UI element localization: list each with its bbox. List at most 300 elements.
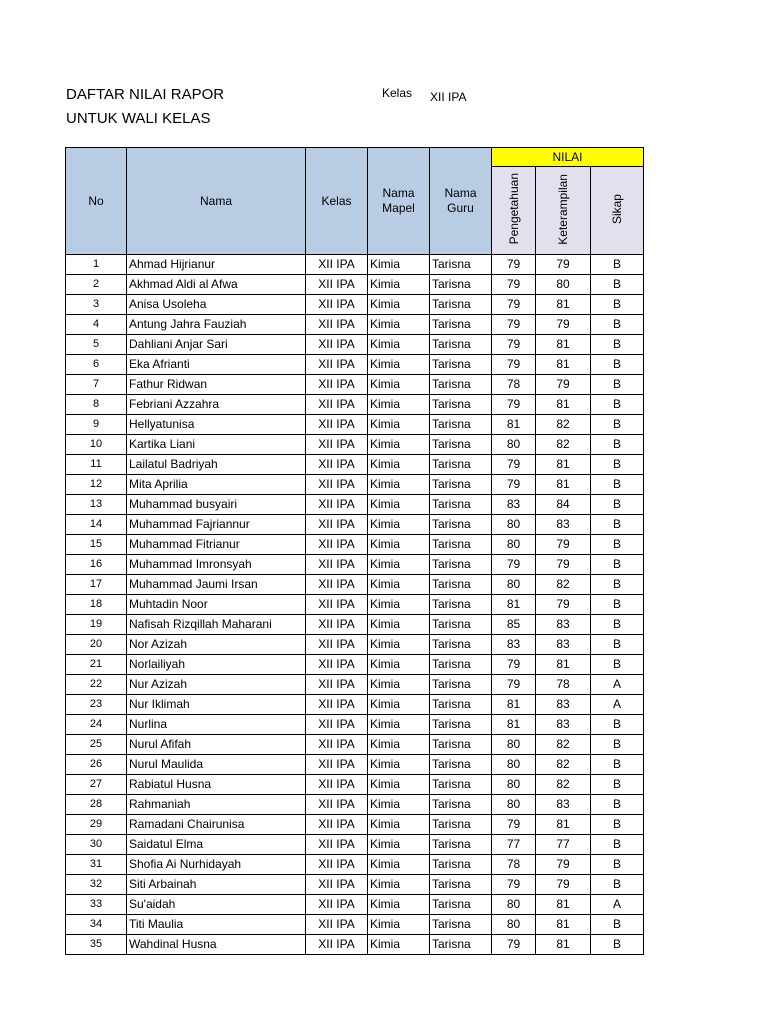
row-guru: Tarisna <box>430 455 492 475</box>
score-pengetahuan: 79 <box>492 335 536 355</box>
row-kelas: XII IPA <box>306 615 368 635</box>
student-name: Muhammad Imronsyah <box>127 555 306 575</box>
row-mapel: Kimia <box>368 355 430 375</box>
row-kelas: XII IPA <box>306 475 368 495</box>
table-row <box>66 635 644 655</box>
table-row <box>66 675 644 695</box>
score-sikap: A <box>591 695 644 715</box>
row-mapel: Kimia <box>368 855 430 875</box>
row-mapel: Kimia <box>368 535 430 555</box>
student-name: Titi Maulia <box>127 915 306 935</box>
student-name: Wahdinal Husna <box>127 935 306 955</box>
row-guru: Tarisna <box>430 775 492 795</box>
row-no: 1 <box>66 255 127 275</box>
row-kelas: XII IPA <box>306 575 368 595</box>
row-guru: Tarisna <box>430 715 492 735</box>
score-keterampilan: 81 <box>536 475 591 495</box>
row-mapel: Kimia <box>368 755 430 775</box>
score-pengetahuan: 79 <box>492 875 536 895</box>
row-mapel: Kimia <box>368 255 430 275</box>
score-keterampilan: 83 <box>536 795 591 815</box>
col-header-guru: Nama Guru <box>430 148 492 255</box>
row-kelas: XII IPA <box>306 735 368 755</box>
score-sikap: B <box>591 275 644 295</box>
row-no: 33 <box>66 895 127 915</box>
row-mapel: Kimia <box>368 675 430 695</box>
score-keterampilan: 83 <box>536 635 591 655</box>
score-keterampilan: 81 <box>536 935 591 955</box>
table-row <box>66 455 644 475</box>
score-keterampilan: 79 <box>536 595 591 615</box>
row-guru: Tarisna <box>430 895 492 915</box>
row-kelas: XII IPA <box>306 375 368 395</box>
row-no: 31 <box>66 855 127 875</box>
student-name: Dahliani Anjar Sari <box>127 335 306 355</box>
score-sikap: B <box>591 575 644 595</box>
row-mapel: Kimia <box>368 895 430 915</box>
row-no: 4 <box>66 315 127 335</box>
page-title: DAFTAR NILAI RAPOR <box>66 86 225 103</box>
table-row <box>66 435 644 455</box>
table-row <box>66 375 644 395</box>
row-kelas: XII IPA <box>306 795 368 815</box>
row-mapel: Kimia <box>368 735 430 755</box>
score-pengetahuan: 79 <box>492 355 536 375</box>
row-no: 28 <box>66 795 127 815</box>
row-kelas: XII IPA <box>306 255 368 275</box>
score-keterampilan: 79 <box>536 255 591 275</box>
student-name: Muhammad Jaumi Irsan <box>127 575 306 595</box>
row-no: 17 <box>66 575 127 595</box>
table-row <box>66 875 644 895</box>
score-sikap: B <box>591 295 644 315</box>
row-mapel: Kimia <box>368 635 430 655</box>
score-pengetahuan: 79 <box>492 315 536 335</box>
row-mapel: Kimia <box>368 715 430 735</box>
table-row <box>66 275 644 295</box>
score-sikap: B <box>591 735 644 755</box>
student-name: Anisa Usoleha <box>127 295 306 315</box>
score-sikap: B <box>591 395 644 415</box>
row-guru: Tarisna <box>430 855 492 875</box>
score-keterampilan: 81 <box>536 395 591 415</box>
row-no: 25 <box>66 735 127 755</box>
row-no: 26 <box>66 755 127 775</box>
score-pengetahuan: 80 <box>492 795 536 815</box>
col-header-pengetahuan <box>492 167 536 255</box>
score-keterampilan: 82 <box>536 755 591 775</box>
score-sikap: B <box>591 415 644 435</box>
score-sikap: B <box>591 835 644 855</box>
row-mapel: Kimia <box>368 375 430 395</box>
row-guru: Tarisna <box>430 255 492 275</box>
sikap-label: Sikap <box>610 193 624 225</box>
row-kelas: XII IPA <box>306 915 368 935</box>
row-kelas: XII IPA <box>306 875 368 895</box>
row-kelas: XII IPA <box>306 275 368 295</box>
score-sikap: B <box>591 615 644 635</box>
score-pengetahuan: 80 <box>492 515 536 535</box>
score-pengetahuan: 79 <box>492 255 536 275</box>
table-row <box>66 755 644 775</box>
row-kelas: XII IPA <box>306 635 368 655</box>
row-mapel: Kimia <box>368 415 430 435</box>
row-mapel: Kimia <box>368 435 430 455</box>
row-no: 7 <box>66 375 127 395</box>
score-keterampilan: 79 <box>536 375 591 395</box>
row-mapel: Kimia <box>368 655 430 675</box>
table-row <box>66 895 644 915</box>
score-pengetahuan: 79 <box>492 675 536 695</box>
table-row <box>66 295 644 315</box>
row-no: 3 <box>66 295 127 315</box>
score-sikap: B <box>591 635 644 655</box>
score-sikap: B <box>591 515 644 535</box>
row-mapel: Kimia <box>368 575 430 595</box>
student-name: Fathur Ridwan <box>127 375 306 395</box>
row-no: 27 <box>66 775 127 795</box>
score-sikap: B <box>591 315 644 335</box>
score-pengetahuan: 79 <box>492 455 536 475</box>
row-kelas: XII IPA <box>306 595 368 615</box>
score-keterampilan: 81 <box>536 335 591 355</box>
score-keterampilan: 82 <box>536 775 591 795</box>
score-sikap: B <box>591 435 644 455</box>
table-row <box>66 795 644 815</box>
score-keterampilan: 82 <box>536 575 591 595</box>
row-mapel: Kimia <box>368 495 430 515</box>
row-no: 24 <box>66 715 127 735</box>
student-name: Nurul Afifah <box>127 735 306 755</box>
score-sikap: A <box>591 675 644 695</box>
row-guru: Tarisna <box>430 835 492 855</box>
score-sikap: B <box>591 935 644 955</box>
score-keterampilan: 81 <box>536 895 591 915</box>
score-sikap: B <box>591 555 644 575</box>
row-mapel: Kimia <box>368 935 430 955</box>
table-row <box>66 915 644 935</box>
score-keterampilan: 83 <box>536 515 591 535</box>
score-keterampilan: 79 <box>536 315 591 335</box>
score-pengetahuan: 79 <box>492 475 536 495</box>
score-keterampilan: 81 <box>536 655 591 675</box>
row-mapel: Kimia <box>368 795 430 815</box>
score-sikap: B <box>591 535 644 555</box>
row-guru: Tarisna <box>430 435 492 455</box>
row-no: 18 <box>66 595 127 615</box>
row-kelas: XII IPA <box>306 415 368 435</box>
student-name: Saidatul Elma <box>127 835 306 855</box>
row-no: 5 <box>66 335 127 355</box>
page-subtitle: UNTUK WALI KELAS <box>66 110 211 127</box>
row-no: 23 <box>66 695 127 715</box>
row-guru: Tarisna <box>430 635 492 655</box>
score-pengetahuan: 79 <box>492 295 536 315</box>
row-guru: Tarisna <box>430 575 492 595</box>
row-kelas: XII IPA <box>306 695 368 715</box>
student-name: Nurul Maulida <box>127 755 306 775</box>
score-pengetahuan: 79 <box>492 555 536 575</box>
table-row <box>66 735 644 755</box>
student-name: Muhtadin Noor <box>127 595 306 615</box>
row-no: 32 <box>66 875 127 895</box>
row-mapel: Kimia <box>368 335 430 355</box>
student-name: Rabiatul Husna <box>127 775 306 795</box>
student-name: Nur Iklimah <box>127 695 306 715</box>
score-pengetahuan: 80 <box>492 535 536 555</box>
student-name: Rahmaniah <box>127 795 306 815</box>
table-row <box>66 535 644 555</box>
score-sikap: B <box>591 355 644 375</box>
score-keterampilan: 84 <box>536 495 591 515</box>
table-row <box>66 595 644 615</box>
row-no: 16 <box>66 555 127 575</box>
row-guru: Tarisna <box>430 795 492 815</box>
score-sikap: B <box>591 755 644 775</box>
row-guru: Tarisna <box>430 495 492 515</box>
table-row <box>66 335 644 355</box>
score-pengetahuan: 81 <box>492 695 536 715</box>
student-name: Su'aidah <box>127 895 306 915</box>
score-sikap: B <box>591 335 644 355</box>
score-pengetahuan: 80 <box>492 435 536 455</box>
row-guru: Tarisna <box>430 815 492 835</box>
row-kelas: XII IPA <box>306 895 368 915</box>
row-mapel: Kimia <box>368 875 430 895</box>
row-kelas: XII IPA <box>306 355 368 375</box>
row-guru: Tarisna <box>430 515 492 535</box>
col-header-kelas: Kelas <box>306 148 368 255</box>
table-row <box>66 415 644 435</box>
kelas-label: Kelas <box>382 86 413 100</box>
student-name: Hellyatunisa <box>127 415 306 435</box>
col-header-nilai: NILAI <box>492 148 644 167</box>
row-kelas: XII IPA <box>306 935 368 955</box>
row-guru: Tarisna <box>430 735 492 755</box>
student-name: Kartika Liani <box>127 435 306 455</box>
row-mapel: Kimia <box>368 315 430 335</box>
row-no: 2 <box>66 275 127 295</box>
score-sikap: B <box>591 915 644 935</box>
col-header-no: No <box>66 148 127 255</box>
table-row <box>66 495 644 515</box>
score-sikap: B <box>591 255 644 275</box>
row-kelas: XII IPA <box>306 335 368 355</box>
score-pengetahuan: 79 <box>492 275 536 295</box>
score-sikap: B <box>591 655 644 675</box>
row-no: 12 <box>66 475 127 495</box>
table-row <box>66 355 644 375</box>
row-guru: Tarisna <box>430 275 492 295</box>
kelas-value: XII IPA <box>430 90 467 104</box>
row-no: 35 <box>66 935 127 955</box>
score-keterampilan: 81 <box>536 455 591 475</box>
table-row <box>66 655 644 675</box>
row-kelas: XII IPA <box>306 555 368 575</box>
score-sikap: B <box>591 715 644 735</box>
score-pengetahuan: 79 <box>492 815 536 835</box>
row-mapel: Kimia <box>368 395 430 415</box>
row-guru: Tarisna <box>430 355 492 375</box>
score-pengetahuan: 81 <box>492 595 536 615</box>
row-no: 21 <box>66 655 127 675</box>
table-row <box>66 555 644 575</box>
row-guru: Tarisna <box>430 375 492 395</box>
row-guru: Tarisna <box>430 675 492 695</box>
score-sikap: A <box>591 895 644 915</box>
score-sikap: B <box>591 855 644 875</box>
student-name: Muhammad Fitrianur <box>127 535 306 555</box>
table-body <box>66 255 644 955</box>
row-kelas: XII IPA <box>306 675 368 695</box>
row-mapel: Kimia <box>368 515 430 535</box>
table-row <box>66 255 644 275</box>
table-row <box>66 855 644 875</box>
row-no: 20 <box>66 635 127 655</box>
row-guru: Tarisna <box>430 415 492 435</box>
row-kelas: XII IPA <box>306 775 368 795</box>
row-guru: Tarisna <box>430 555 492 575</box>
row-guru: Tarisna <box>430 595 492 615</box>
score-keterampilan: 77 <box>536 835 591 855</box>
student-name: Muhammad busyairi <box>127 495 306 515</box>
row-mapel: Kimia <box>368 835 430 855</box>
score-sikap: B <box>591 795 644 815</box>
student-name: Nor Azizah <box>127 635 306 655</box>
score-pengetahuan: 83 <box>492 495 536 515</box>
score-keterampilan: 79 <box>536 855 591 875</box>
table-row <box>66 615 644 635</box>
row-mapel: Kimia <box>368 775 430 795</box>
row-kelas: XII IPA <box>306 395 368 415</box>
row-kelas: XII IPA <box>306 815 368 835</box>
score-keterampilan: 82 <box>536 735 591 755</box>
row-no: 29 <box>66 815 127 835</box>
row-mapel: Kimia <box>368 595 430 615</box>
row-no: 22 <box>66 675 127 695</box>
student-name: Nurlina <box>127 715 306 735</box>
score-sikap: B <box>591 875 644 895</box>
row-no: 13 <box>66 495 127 515</box>
row-no: 9 <box>66 415 127 435</box>
table-row <box>66 715 644 735</box>
score-keterampilan: 81 <box>536 915 591 935</box>
col-header-keterampilan <box>536 167 591 255</box>
row-mapel: Kimia <box>368 475 430 495</box>
table-row <box>66 695 644 715</box>
score-keterampilan: 80 <box>536 275 591 295</box>
score-pengetahuan: 80 <box>492 775 536 795</box>
row-no: 30 <box>66 835 127 855</box>
student-name: Siti Arbainah <box>127 875 306 895</box>
row-kelas: XII IPA <box>306 315 368 335</box>
row-kelas: XII IPA <box>306 495 368 515</box>
row-kelas: XII IPA <box>306 435 368 455</box>
row-guru: Tarisna <box>430 535 492 555</box>
row-kelas: XII IPA <box>306 755 368 775</box>
score-sikap: B <box>591 595 644 615</box>
score-pengetahuan: 81 <box>492 415 536 435</box>
student-name: Muhammad Fajriannur <box>127 515 306 535</box>
row-kelas: XII IPA <box>306 855 368 875</box>
student-name: Lailatul Badriyah <box>127 455 306 475</box>
row-mapel: Kimia <box>368 295 430 315</box>
table-row <box>66 315 644 335</box>
score-keterampilan: 82 <box>536 435 591 455</box>
row-kelas: XII IPA <box>306 295 368 315</box>
row-guru: Tarisna <box>430 395 492 415</box>
table-row <box>66 515 644 535</box>
score-keterampilan: 83 <box>536 715 591 735</box>
score-keterampilan: 83 <box>536 615 591 635</box>
row-guru: Tarisna <box>430 295 492 315</box>
score-pengetahuan: 81 <box>492 715 536 735</box>
col-header-sikap <box>591 167 644 255</box>
score-pengetahuan: 78 <box>492 375 536 395</box>
pengetahuan-label: Pengetahuan <box>506 173 521 245</box>
row-mapel: Kimia <box>368 915 430 935</box>
student-name: Mita Aprilia <box>127 475 306 495</box>
student-name: Norlailiyah <box>127 655 306 675</box>
score-keterampilan: 81 <box>536 815 591 835</box>
student-name: Nur Azizah <box>127 675 306 695</box>
student-name: Ramadani Chairunisa <box>127 815 306 835</box>
student-name: Febriani Azzahra <box>127 395 306 415</box>
row-kelas: XII IPA <box>306 835 368 855</box>
table-row <box>66 575 644 595</box>
score-pengetahuan: 85 <box>492 615 536 635</box>
student-name: Nafisah Rizqillah Maharani <box>127 615 306 635</box>
score-pengetahuan: 80 <box>492 915 536 935</box>
score-sikap: B <box>591 475 644 495</box>
table-row <box>66 935 644 955</box>
row-mapel: Kimia <box>368 455 430 475</box>
score-sikap: B <box>591 495 644 515</box>
score-sikap: B <box>591 375 644 395</box>
row-mapel: Kimia <box>368 615 430 635</box>
score-sikap: B <box>591 775 644 795</box>
score-pengetahuan: 78 <box>492 855 536 875</box>
student-name: Antung Jahra Fauziah <box>127 315 306 335</box>
score-keterampilan: 79 <box>536 875 591 895</box>
row-kelas: XII IPA <box>306 455 368 475</box>
student-name: Akhmad Aldi al Afwa <box>127 275 306 295</box>
row-no: 34 <box>66 915 127 935</box>
score-keterampilan: 82 <box>536 415 591 435</box>
row-guru: Tarisna <box>430 875 492 895</box>
row-kelas: XII IPA <box>306 655 368 675</box>
score-sikap: B <box>591 815 644 835</box>
student-name: Eka Afrianti <box>127 355 306 375</box>
row-guru: Tarisna <box>430 615 492 635</box>
student-name: Ahmad Hijrianur <box>127 255 306 275</box>
table-row <box>66 815 644 835</box>
row-mapel: Kimia <box>368 555 430 575</box>
keterampilan-label: Keterampilan <box>556 173 570 245</box>
table-row <box>66 835 644 855</box>
row-no: 8 <box>66 395 127 415</box>
score-keterampilan: 83 <box>536 695 591 715</box>
row-no: 14 <box>66 515 127 535</box>
score-pengetahuan: 80 <box>492 755 536 775</box>
row-guru: Tarisna <box>430 935 492 955</box>
score-pengetahuan: 80 <box>492 575 536 595</box>
student-name: Shofia Ai Nurhidayah <box>127 855 306 875</box>
row-guru: Tarisna <box>430 695 492 715</box>
row-guru: Tarisna <box>430 315 492 335</box>
score-sikap: B <box>591 455 644 475</box>
score-keterampilan: 78 <box>536 675 591 695</box>
